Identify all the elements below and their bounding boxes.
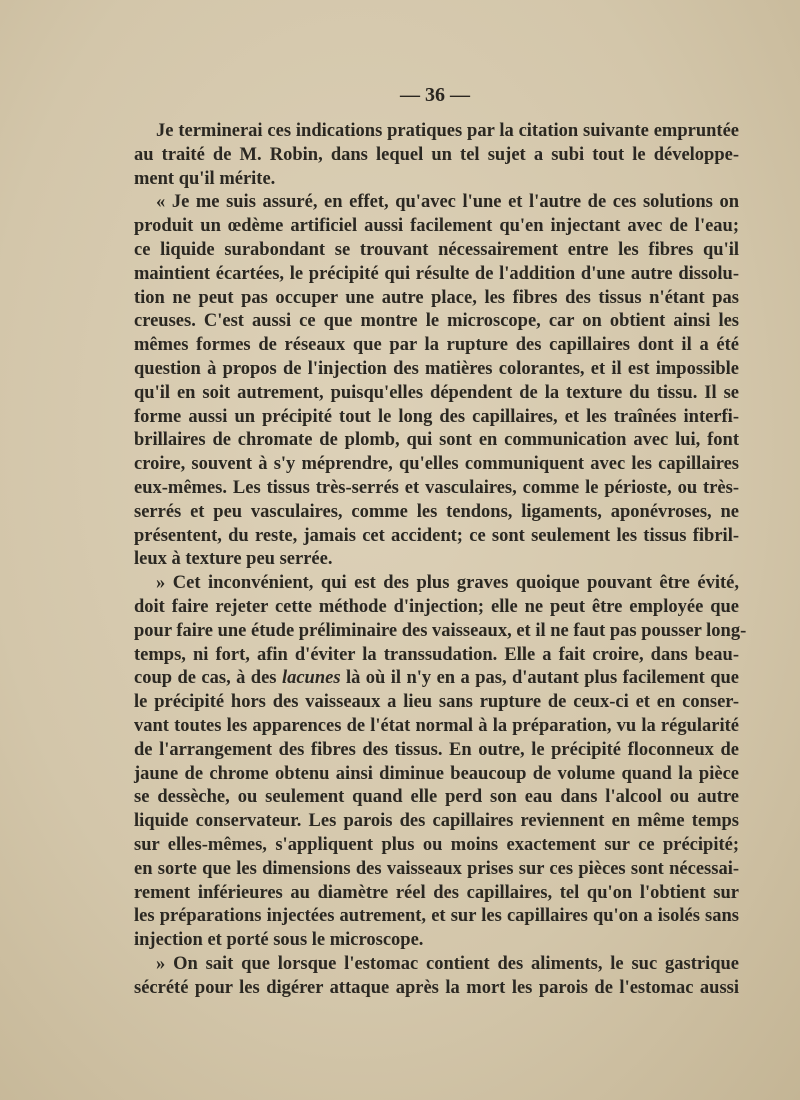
page-number: — 36 —	[400, 84, 470, 106]
text-line: se dessèche, ou seulement quand elle perd son eau dans l'alcool ou autre	[134, 787, 739, 808]
text-segment: là où il n'y en a pas, d'autant plus facilement que	[345, 668, 740, 689]
text-line: pour faire une étude préliminaire des vaisseaux, et il ne faut pas pousser long-	[134, 620, 747, 641]
text-line: tion ne peut pas occuper une autre place, les fibres des tissus n'étant pas	[134, 287, 739, 308]
text-line: question à propos de l'injection des matières colorantes, et il est impossible	[134, 358, 739, 379]
text-line: leux à texture peu serrée.	[134, 549, 333, 570]
text-line: qu'il en soit autrement, puisqu'elles dépendent de la texture du tissu. Il se	[134, 382, 739, 403]
text-line: le précipité hors des vaisseaux a lieu sans rupture de ceux-ci et en conser-	[134, 692, 739, 713]
text-line: jaune de chrome obtenu ainsi diminue beaucoup de volume quand la pièce	[134, 763, 739, 784]
text-line: mêmes formes de réseaux que par la rupture des capillaires dont il a été	[134, 335, 739, 356]
text-line-with-italic	[134, 667, 739, 691]
text-line: présentent, du reste, jamais cet accident; ce sont seulement les tissus fibril-	[134, 525, 739, 546]
text-line: eux-mêmes. Les tissus très-serrés et vasculaires, comme le périoste, ou très-	[134, 477, 739, 498]
text-line: croire, souvent à s'y méprendre, qu'elles communiquent avec les capillaires	[134, 454, 739, 475]
text-line: temps, ni fort, afin d'éviter la transsudation. Elle a fait croire, dans beau-	[134, 644, 739, 665]
body-text	[134, 120, 747, 1000]
text-line: en sorte que les dimensions des vaisseaux prises sur ces pièces sont nécessai-	[134, 858, 739, 879]
text-line: liquide conservateur. Les parois des capillaires reviennent en même temps	[134, 811, 739, 832]
text-line: sur elles-mêmes, s'appliquent plus ou moins exactement sur ce précipité;	[134, 834, 739, 855]
text-line: produit un œdème artificiel aussi facilement qu'en injectant avec de l'eau;	[134, 216, 739, 237]
text-line: sécrété pour les digérer attaque après la mort les parois de l'estomac aussi	[134, 977, 739, 998]
text-line: ce liquide surabondant se trouvant nécessairement entre les fibres qu'il	[134, 239, 739, 260]
text-line: rement inférieures au diamètre réel des capillaires, tel qu'on l'obtient sur	[134, 882, 739, 903]
text-line: de l'arrangement des fibres des tissus. En outre, le précipité floconneux de	[134, 739, 739, 760]
text-segment: coup de cas, à des	[134, 668, 277, 689]
text-line: ment qu'il mérite.	[134, 168, 276, 189]
text-line: vant toutes les apparences de l'état normal à la préparation, vu la régularité	[134, 715, 739, 736]
text-line: maintient écartées, le précipité qui résulte de l'addition d'une autre dissolu-	[134, 263, 739, 284]
text-line: » On sait que lorsque l'estomac contient des aliments, le suc gastrique	[156, 953, 739, 974]
text-line: au traité de M. Robin, dans lequel un tel sujet a subi tout le développe-	[134, 144, 739, 165]
text-line: forme aussi un précipité tout le long des capillaires, et les traînées interfi-	[134, 406, 739, 427]
text-line: « Je me suis assuré, en effet, qu'avec l'une et l'autre de ces solutions on	[156, 192, 739, 213]
text-line: injection et porté sous le microscope.	[134, 930, 424, 951]
text-line: doit faire rejeter cette méthode d'injection; elle ne peut être employée que	[134, 596, 739, 617]
text-line: serrés et peu vasculaires, comme les tendons, ligaments, aponévroses, ne	[134, 501, 739, 522]
text-line: brillaires de chromate de plomb, qui sont en communication avec lui, font	[134, 430, 739, 451]
italic-word: lacunes	[281, 668, 341, 689]
text-line: creuses. C'est aussi ce que montre le microscope, car on obtient ainsi les	[134, 311, 739, 332]
text-line: » Cet inconvénient, qui est des plus graves quoique pouvant être évité,	[156, 573, 739, 594]
text-line: les préparations injectées autrement, et sur les capillaires qu'on a isolés sans	[134, 906, 739, 927]
text-line: Je terminerai ces indications pratiques par la citation suivante empruntée	[156, 121, 739, 141]
